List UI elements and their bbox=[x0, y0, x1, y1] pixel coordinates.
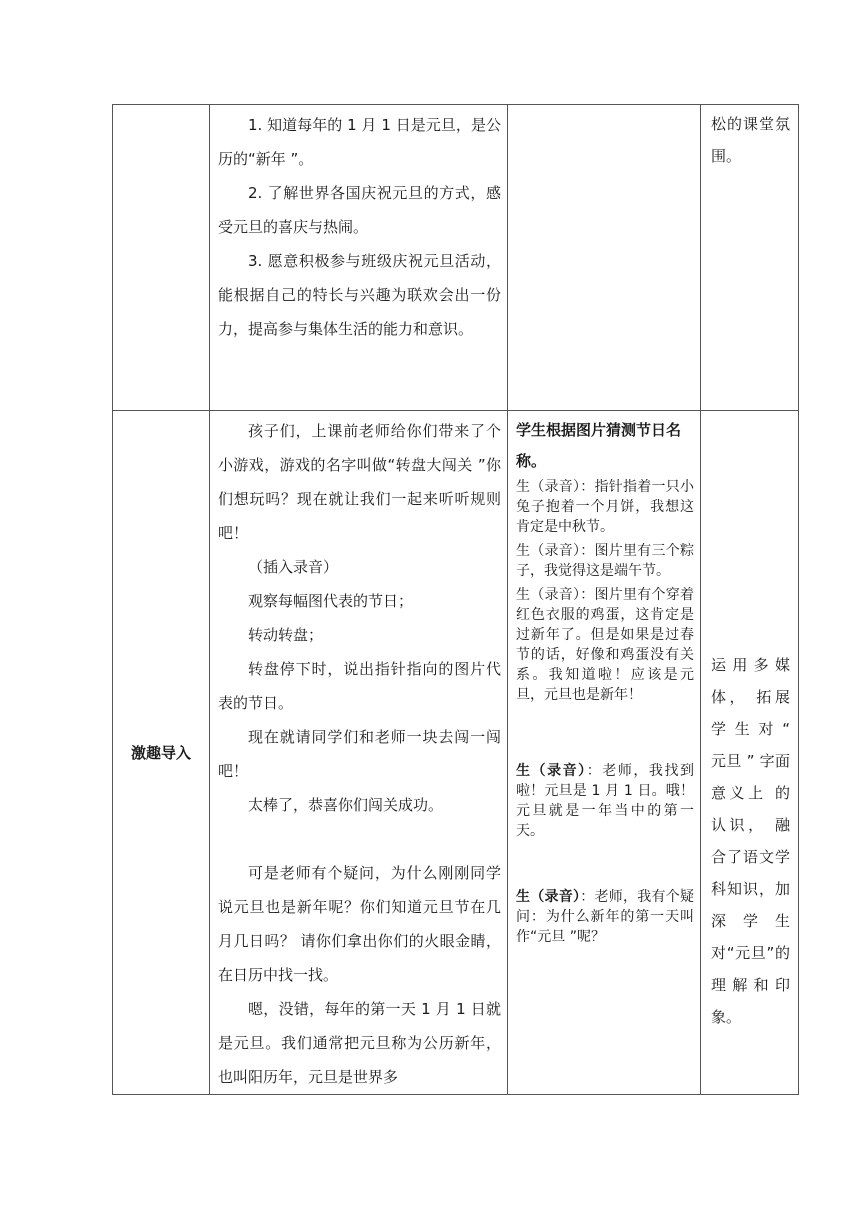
objective-3: 3. 愿意积极参与班级庆祝元旦活动，能根据自己的特长与兴趣为联欢会出一份力，提高参与集体生活的能力和意识。 bbox=[218, 252, 501, 338]
teacher-para: （插入录音） bbox=[248, 558, 339, 576]
teacher-para: 观察每幅图代表的节日； bbox=[248, 592, 414, 610]
teacher-para: 可是老师有个疑问，为什么刚刚同学说元旦也是新年呢？你们知道元旦节在几月几日吗？ 请你们拿出你们的火眼金睛，在日历中找一找。 bbox=[218, 864, 501, 984]
student-answer-text: ：老师，我找到啦！元旦是 1 月 1 日。哦！元旦就是一年当中的第一天。 bbox=[516, 763, 695, 839]
objective-1: 1. 知道每年的 1 月 1 日是元旦，是公历的“新年 ”。 bbox=[218, 116, 501, 168]
intent-cell bbox=[701, 411, 799, 1095]
stage-label: 激趣导入 bbox=[113, 411, 210, 1095]
student-answer-text: ：老师，我有个疑问：为什么新年的第一天叫作“元旦 ”呢？ bbox=[516, 889, 694, 945]
teacher-para: 嗯，没错，每年的第一天 1 月 1 日就是元旦。我们通常把元旦称为公历新年，也叫阳历年，元旦是世界多 bbox=[218, 1000, 501, 1086]
teacher-para: 孩子们，上课前老师给你们带来了个小游戏，游戏的名字叫做“转盘大闯关 ”你们想玩吗？现在就让我们一起来听听规则吧！ bbox=[218, 422, 501, 542]
student-answer: 生（录音）：图片里有三个粽子，我觉得这是端午节。 bbox=[516, 543, 694, 579]
intent-cell bbox=[701, 105, 799, 411]
teacher-para: 转盘停下时，说出指针指向的图片代表的节日。 bbox=[218, 660, 501, 712]
table-row bbox=[113, 105, 799, 411]
teacher-para: 转动转盘； bbox=[248, 626, 324, 644]
speaker-label: 生（录音） bbox=[516, 889, 581, 905]
student-cell-empty bbox=[508, 105, 701, 411]
teacher-para: 现在就请同学们和老师一块去闯一闯吧！ bbox=[218, 728, 501, 780]
stage-cell-empty bbox=[113, 105, 210, 411]
table-row bbox=[113, 411, 799, 1095]
intent-text: 松的课堂氛围。 bbox=[711, 115, 790, 165]
objectives-cell bbox=[210, 105, 508, 411]
student-heading: 学生根据图片猜测节日名称。 bbox=[516, 421, 682, 470]
teacher-para: 太棒了，恭喜你们闯关成功。 bbox=[248, 796, 444, 814]
intent-text: 运用多媒体， 拓展学 生 对 “ 元旦 ” 字面意义上 的 认识， 融合了语文学科知识，加深学生对“元旦”的理解和印象。 bbox=[711, 656, 790, 1026]
objective-2: 2. 了解世界各国庆祝元旦的方式，感受元旦的喜庆与热闹。 bbox=[218, 184, 501, 236]
student-answer: 生（录音）：图片里有个穿着红色衣服的鸡蛋，这肯定是过新年了。但是如果是过春节的话，好像和鸡蛋没有关系。我知道啦！应该是元旦，元旦也是新年！ bbox=[516, 587, 694, 703]
speaker-label: 生（录音） bbox=[516, 763, 587, 779]
student-answer bbox=[516, 761, 694, 841]
student-answer: 生（录音）：指针指着一只小兔子抱着一个月饼，我想这肯定是中秋节。 bbox=[516, 479, 694, 535]
student-activity-cell bbox=[508, 411, 701, 1095]
student-answer bbox=[516, 887, 694, 947]
lesson-plan-table bbox=[112, 104, 799, 1095]
teacher-activity-cell bbox=[210, 411, 508, 1095]
